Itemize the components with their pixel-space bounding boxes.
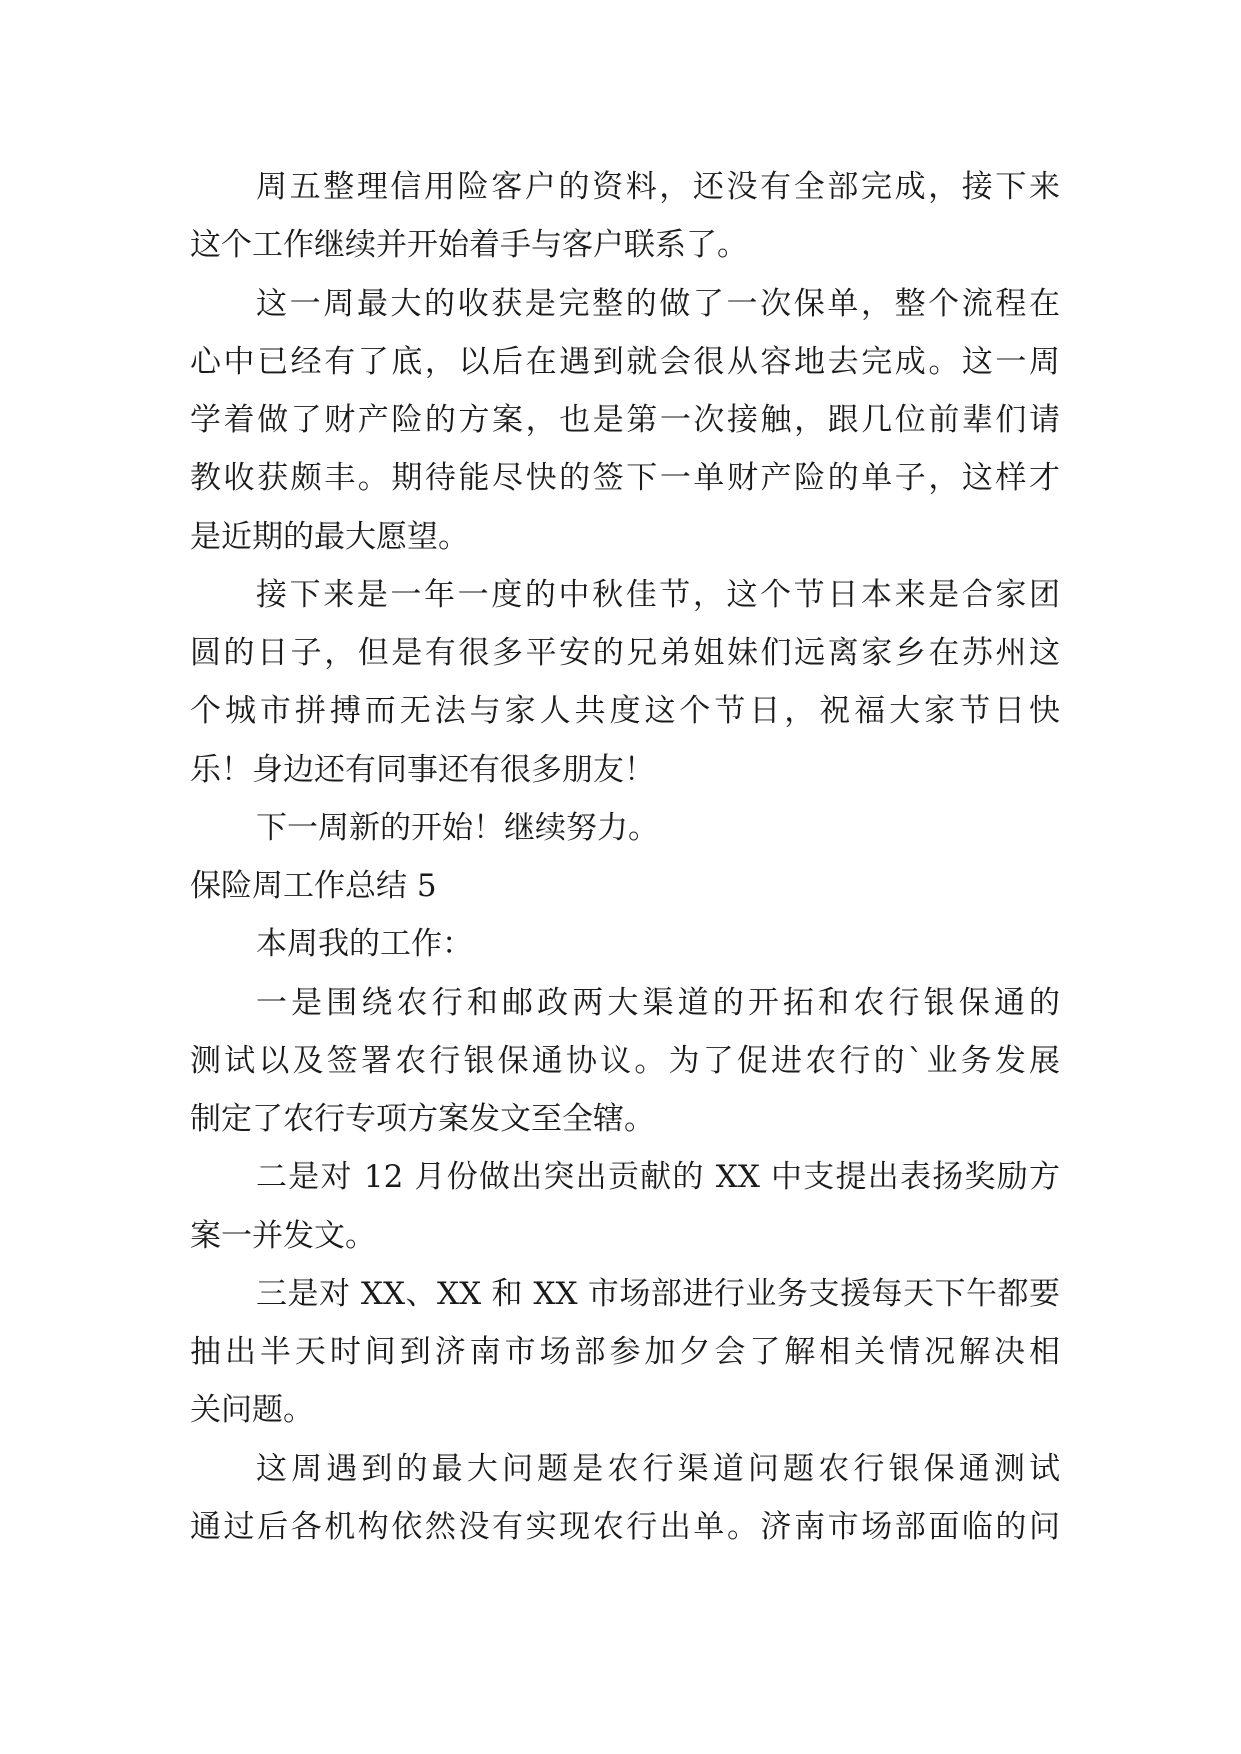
text-line: 这一周最大的收获是完整的做了一次保单，整个流程在 xyxy=(256,285,1060,322)
text-line: 下一周新的开始！继续努力。 xyxy=(256,809,659,846)
text-line: 接下来是一年一度的中秋佳节，这个节日本来是合家团 xyxy=(256,576,1060,613)
text-line: 制定了农行专项方案发文至全辖。 xyxy=(190,1101,655,1137)
document-body xyxy=(190,158,1060,1556)
text-line: 个城市拼搏而无法与家人共度这个节日，祝福大家节日快 xyxy=(190,693,1060,730)
text-line: 一是围绕农行和邮政两大渠道的开拓和农行银保通的 xyxy=(256,984,1060,1021)
text-line: 三是对 XX、XX 和 XX 市场部进行业务支援每天下午都要 xyxy=(256,1275,1060,1312)
text-line: 这个工作继续并开始着手与客户联系了。 xyxy=(190,227,748,264)
text-line: 教收获颇丰。期待能尽快的签下一单财产险的单子，这样才 xyxy=(190,460,1060,497)
text-line: 这周遇到的最大问题是农行渠道问题农行银保通测试 xyxy=(256,1450,1060,1487)
text-line: 通过后各机构依然没有实现农行出单。济南市场部面临的问 xyxy=(190,1508,1060,1545)
text-line: 抽出半天时间到济南市场部参加夕会了解相关情况解决相 xyxy=(190,1334,1060,1370)
section-heading: 保险周工作总结 5 xyxy=(190,868,437,904)
text-line: 圆的日子，但是有很多平安的兄弟姐妹们远离家乡在苏州这 xyxy=(190,635,1060,671)
text-line: 周五整理信用险客户的资料，还没有全部完成，接下来 xyxy=(256,169,1060,205)
text-line: 测试以及签署农行银保通协议。为了促进农行的`业务发展 xyxy=(190,1042,1060,1079)
text-line: 心中已经有了底，以后在遇到就会很从容地去完成。这一周 xyxy=(190,343,1060,380)
text-line: 本周我的工作： xyxy=(256,926,473,963)
text-line: 二是对 12 月份做出突出贡献的 XX 中支提出表扬奖励方 xyxy=(256,1159,1060,1196)
text-line: 是近期的最大愿望。 xyxy=(190,518,469,555)
text-line: 案一并发文。 xyxy=(190,1217,376,1254)
text-line: 乐！身边还有同事还有很多朋友！ xyxy=(190,751,655,788)
text-line: 关问题。 xyxy=(190,1392,314,1429)
text-line: 学着做了财产险的方案，也是第一次接触，跟几位前辈们请 xyxy=(190,402,1060,438)
